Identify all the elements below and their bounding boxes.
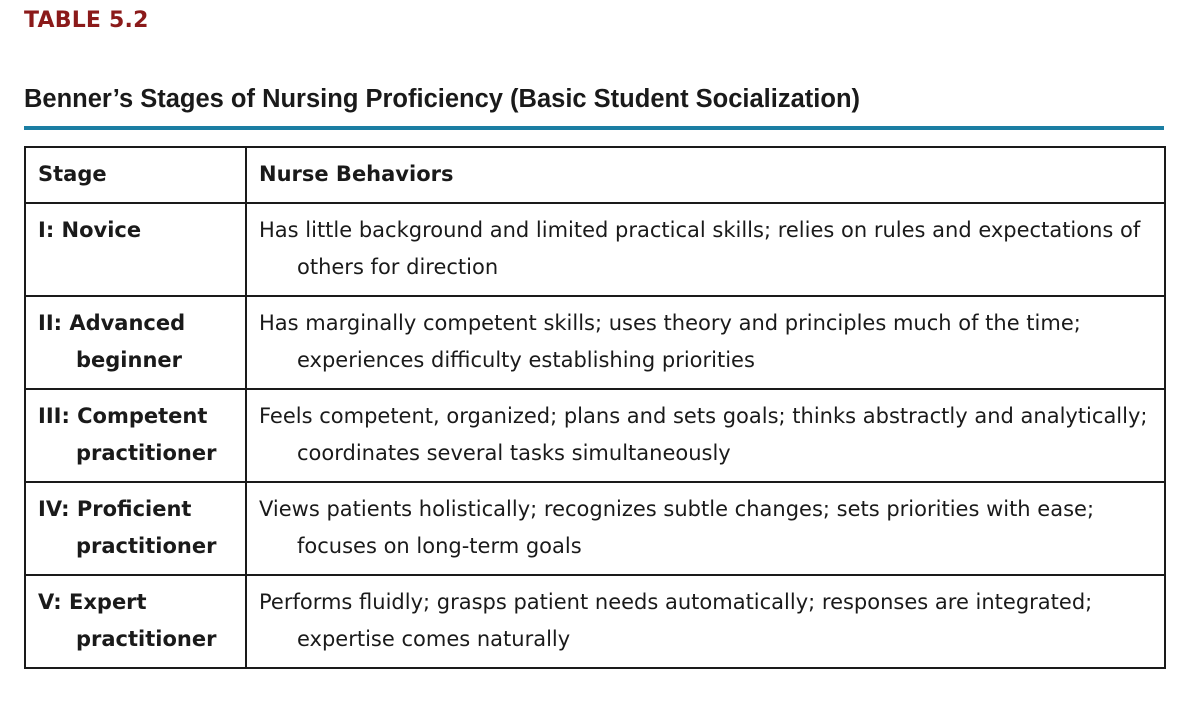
title-underline-rule [24,126,1164,130]
table-row [25,296,1165,389]
behavior-cell [246,296,1165,389]
table-row [25,203,1165,296]
behavior-text: Feels competent, organized; plans and sets goals; thinks abstractly and analytically; coordinates several tasks simultaneously [259,404,1148,465]
stage-text: III: Competent practitioner [38,404,217,465]
stage-cell [25,482,246,575]
table-row [25,389,1165,482]
stage-cell [25,296,246,389]
behavior-text: Has marginally competent skills; uses theory and principles much of the time; experiences difficulty establishing priorities [259,311,1081,372]
behavior-text: Has little background and limited practical skills; relies on rules and expectations of others for direction [259,218,1141,279]
table-number-label: TABLE 5.2 [24,8,149,33]
behavior-text: Views patients holistically; recognizes subtle changes; sets priorities with ease; focuses on long-term goals [259,497,1095,558]
stage-cell [25,575,246,668]
behavior-cell [246,203,1165,296]
table-title: Benner’s Stages of Nursing Proficiency (Basic Student Socialization) [24,85,861,113]
stage-text: II: Advanced beginner [38,311,186,372]
behavior-cell [246,575,1165,668]
behavior-text: Performs fluidly; grasps patient needs automatically; responses are integrated; expertise comes naturally [259,590,1093,651]
stage-cell [25,389,246,482]
stage-text: IV: Proficient practitioner [38,497,217,558]
behavior-cell [246,389,1165,482]
behavior-cell [246,482,1165,575]
stages-table [24,146,1166,669]
stage-cell [25,203,246,296]
table-header-row [25,147,1165,203]
table-row [25,575,1165,668]
header-stage: Stage [25,147,246,203]
stage-text: I: Novice [38,218,142,242]
header-nurse-behaviors: Nurse Behaviors [246,147,1165,203]
table-row [25,482,1165,575]
stage-text: V: Expert practitioner [38,590,217,651]
